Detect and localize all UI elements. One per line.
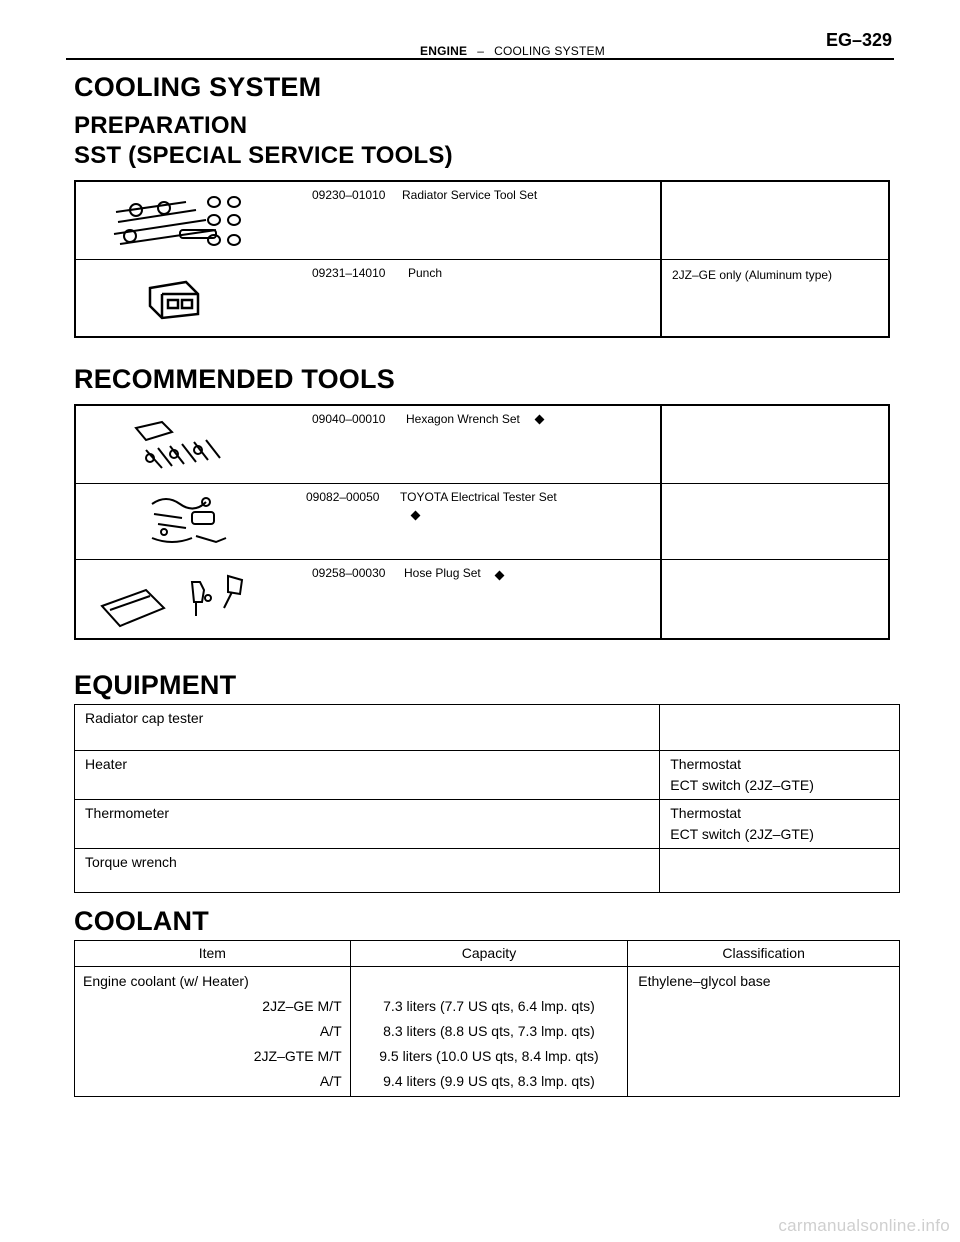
coolant-item: A/T <box>319 1023 342 1039</box>
sst-row <box>76 260 888 336</box>
coolant-item: 2JZ–GE M/T <box>262 998 342 1014</box>
tool-code: 09230–01010 <box>312 188 386 202</box>
equipment-item: Thermometer <box>75 800 660 849</box>
recommended-diamond-icon <box>535 415 545 425</box>
equipment-use-line: Thermostat <box>670 756 742 772</box>
header-subsection: COOLING SYSTEM <box>494 44 605 58</box>
tool-name: Hexagon Wrench Set <box>406 412 520 426</box>
tool-code: 09231–14010 <box>312 266 386 280</box>
coolant-heading: COOLANT <box>74 906 209 936</box>
coolant-data-row <box>75 967 900 1097</box>
equipment-row <box>75 849 900 893</box>
equipment-table <box>74 704 900 893</box>
sst-row <box>76 182 888 260</box>
equipment-use <box>660 751 900 800</box>
coolant-classification: Ethylene–glycol base <box>628 967 900 1097</box>
tool-name: Hose Plug Set <box>404 566 481 580</box>
recommended-tools-table <box>74 404 890 640</box>
hexagon-wrench-set-illustration <box>132 418 242 474</box>
header-separator: – <box>477 44 485 58</box>
coolant-item: A/T <box>319 1073 342 1089</box>
equipment-heading: EQUIPMENT <box>74 670 237 700</box>
column-divider <box>660 406 662 483</box>
equipment-use <box>660 849 900 893</box>
coolant-column-header: Capacity <box>350 941 628 967</box>
sst-table <box>74 180 890 338</box>
tool-name: TOYOTA Electrical Tester Set <box>400 490 557 504</box>
coolant-capacity: 9.5 liters (10.0 US qts, 8.4 lmp. qts) <box>379 1048 599 1064</box>
hose-plug-set-illustration <box>96 568 256 630</box>
preparation-heading: PREPARATION <box>74 112 248 139</box>
coolant-item-title: Engine coolant (w/ Heater) <box>83 973 249 989</box>
coolant-table <box>74 940 900 1097</box>
equipment-use <box>660 705 900 751</box>
equipment-use-line: Thermostat <box>670 805 742 821</box>
coolant-capacity: 7.3 liters (7.7 US qts, 6.4 lmp. qts) <box>383 998 595 1014</box>
recommended-diamond-icon <box>495 571 505 581</box>
equipment-use-line: ECT switch (2JZ–GTE) <box>670 777 814 793</box>
column-divider <box>660 182 662 259</box>
tool-code: 09082–00050 <box>306 490 380 504</box>
equipment-row <box>75 751 900 800</box>
coolant-column-header: Classification <box>628 941 900 967</box>
equipment-item: Radiator cap tester <box>75 705 660 751</box>
equipment-item: Heater <box>75 751 660 800</box>
header-rule <box>66 58 894 60</box>
radiator-service-tool-set-illustration <box>106 190 276 252</box>
watermark-footer: carmanualsonline.info <box>778 1216 950 1235</box>
equipment-use-line: ECT switch (2JZ–GTE) <box>670 826 814 842</box>
punch-illustration <box>146 278 206 322</box>
equipment-item: Torque wrench <box>75 849 660 893</box>
sst-heading: SST (SPECIAL SERVICE TOOLS) <box>74 142 453 169</box>
page-number: EG–329 <box>825 30 892 50</box>
recommended-row <box>76 406 888 484</box>
electrical-tester-set-illustration <box>142 492 242 552</box>
recommended-heading: RECOMMENDED TOOLS <box>74 364 395 394</box>
running-header <box>420 44 605 58</box>
equipment-row <box>75 800 900 849</box>
page-title: COOLING SYSTEM <box>74 72 322 102</box>
equipment-use <box>660 800 900 849</box>
recommended-row <box>76 484 888 560</box>
coolant-item-cell <box>75 967 351 1097</box>
column-divider <box>660 560 662 638</box>
column-divider <box>660 260 662 336</box>
tool-code: 09258–00030 <box>312 566 386 580</box>
equipment-row <box>75 705 900 751</box>
tool-name: Radiator Service Tool Set <box>402 188 538 202</box>
coolant-header-row <box>75 941 900 967</box>
tool-name: Punch <box>408 266 443 280</box>
recommended-row <box>76 560 888 638</box>
tool-note: 2JZ–GE only (Aluminum type) <box>672 268 833 282</box>
coolant-capacity-cell <box>350 967 628 1097</box>
coolant-capacity: 9.4 liters (9.9 US qts, 8.3 lmp. qts) <box>383 1073 595 1089</box>
coolant-capacity: 8.3 liters (8.8 US qts, 7.3 lmp. qts) <box>383 1023 595 1039</box>
recommended-diamond-icon <box>411 511 421 521</box>
coolant-column-header: Item <box>75 941 351 967</box>
column-divider <box>660 484 662 559</box>
tool-code: 09040–00010 <box>312 412 386 426</box>
coolant-item: 2JZ–GTE M/T <box>253 1048 342 1064</box>
header-section: ENGINE <box>420 44 468 58</box>
